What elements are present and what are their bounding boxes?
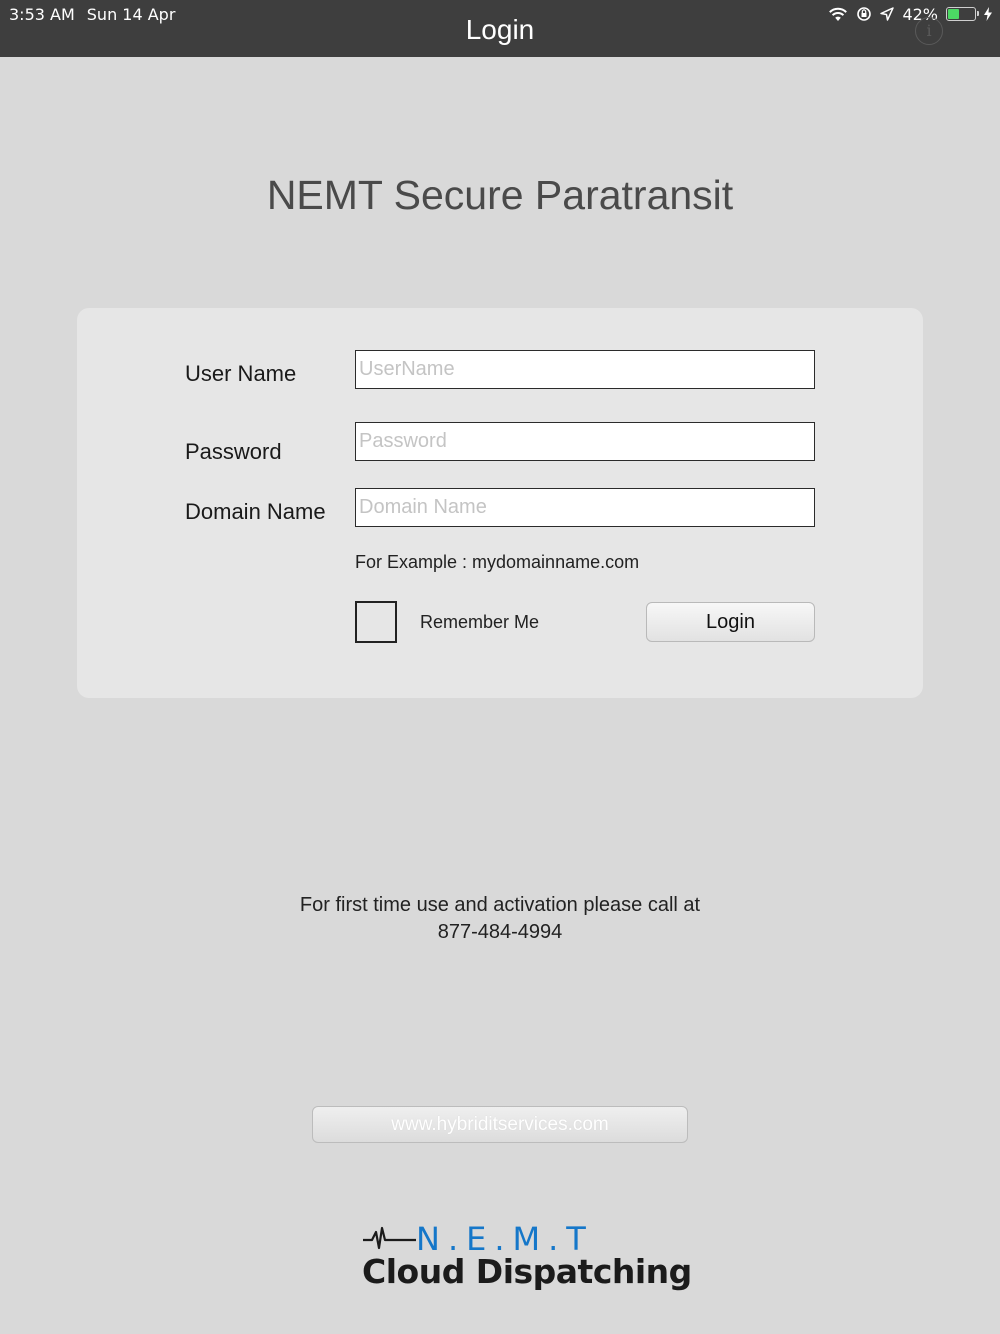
username-input[interactable] (355, 350, 815, 389)
orientation-lock-icon (856, 6, 872, 22)
logo-top (362, 1218, 642, 1258)
password-input[interactable] (355, 422, 815, 461)
activation-text: For first time use and activation please call at (299, 894, 701, 916)
remember-me-label[interactable]: Remember Me (420, 612, 540, 632)
status-time: 3:53 AM (9, 5, 75, 24)
battery-percent: 42% (902, 4, 938, 24)
activation-info (0, 892, 1000, 946)
location-icon (880, 7, 894, 21)
website-link-button[interactable]: www.hybriditservices.com (312, 1106, 688, 1143)
login-form-card (77, 308, 923, 698)
logo-nemt-text: N.E.M.T (416, 1220, 594, 1258)
domain-name-label: Domain Name (185, 499, 326, 524)
password-label: Password (185, 439, 282, 464)
battery-icon (946, 7, 976, 21)
navigation-bar (0, 0, 1000, 57)
activation-phone: 877-484-4994 (437, 921, 563, 943)
nemt-logo (362, 1218, 692, 1293)
charging-icon (984, 7, 992, 21)
wifi-icon (828, 7, 848, 22)
battery-level (948, 9, 959, 19)
nav-title: Login (465, 14, 535, 45)
remember-me-checkbox[interactable] (355, 601, 397, 643)
app-title: NEMT Secure Paratransit (266, 172, 734, 218)
status-indicators (828, 4, 992, 24)
username-label: User Name (185, 361, 297, 386)
status-date: Sun 14 Apr (86, 5, 176, 24)
logo-cloud-text: Cloud Dispatching (362, 1252, 692, 1291)
heartbeat-icon (362, 1218, 418, 1254)
info-icon[interactable]: i (915, 17, 943, 45)
domain-example-hint: For Example : mydomainname.com (355, 552, 640, 572)
login-button[interactable]: Login (646, 602, 815, 642)
domain-name-input[interactable] (355, 488, 815, 527)
